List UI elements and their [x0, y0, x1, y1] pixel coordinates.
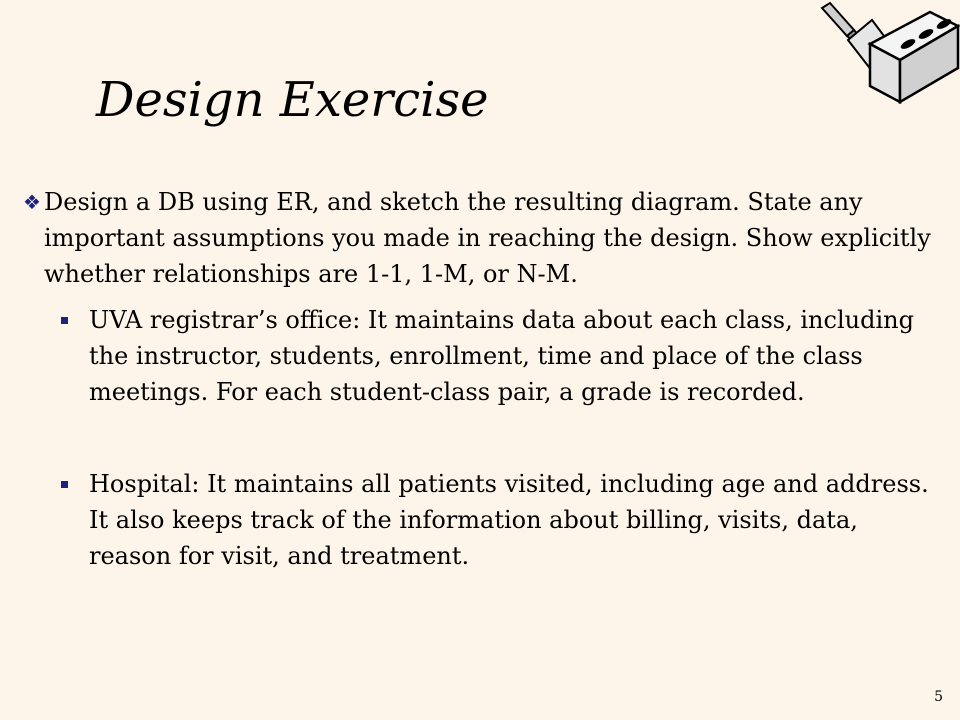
- slide-title: Design Exercise: [96, 72, 489, 128]
- sub-bullet-text: UVA registrar’s office: It maintains data about each class, including the instructor, students, enrollment, time and place of the class meetings. For each student-class pair, a grade is recorded.: [89, 306, 914, 406]
- brick-and-trowel-icon: [812, 0, 960, 108]
- main-bullet-text: Design a DB using ER, and sketch the resulting diagram. State any important assumptions you made in reaching the design. Show explicitly whether relationships are 1-1, 1-M, or N-M.: [44, 188, 931, 288]
- main-bullet: [20, 184, 935, 292]
- square-bullet-icon: [60, 466, 89, 502]
- square-bullet-icon: [60, 302, 89, 338]
- sub-bullet-hospital: [60, 466, 940, 574]
- diamond-bullet-icon: ❖: [23, 190, 41, 214]
- sub-bullet-registrar: [60, 302, 940, 410]
- page-number: 5: [934, 689, 943, 705]
- sub-bullet-text: Hospital: It maintains all patients visited, including age and address. It also keeps track of the information about billing, visits, data, reason for visit, and treatment.: [89, 470, 929, 570]
